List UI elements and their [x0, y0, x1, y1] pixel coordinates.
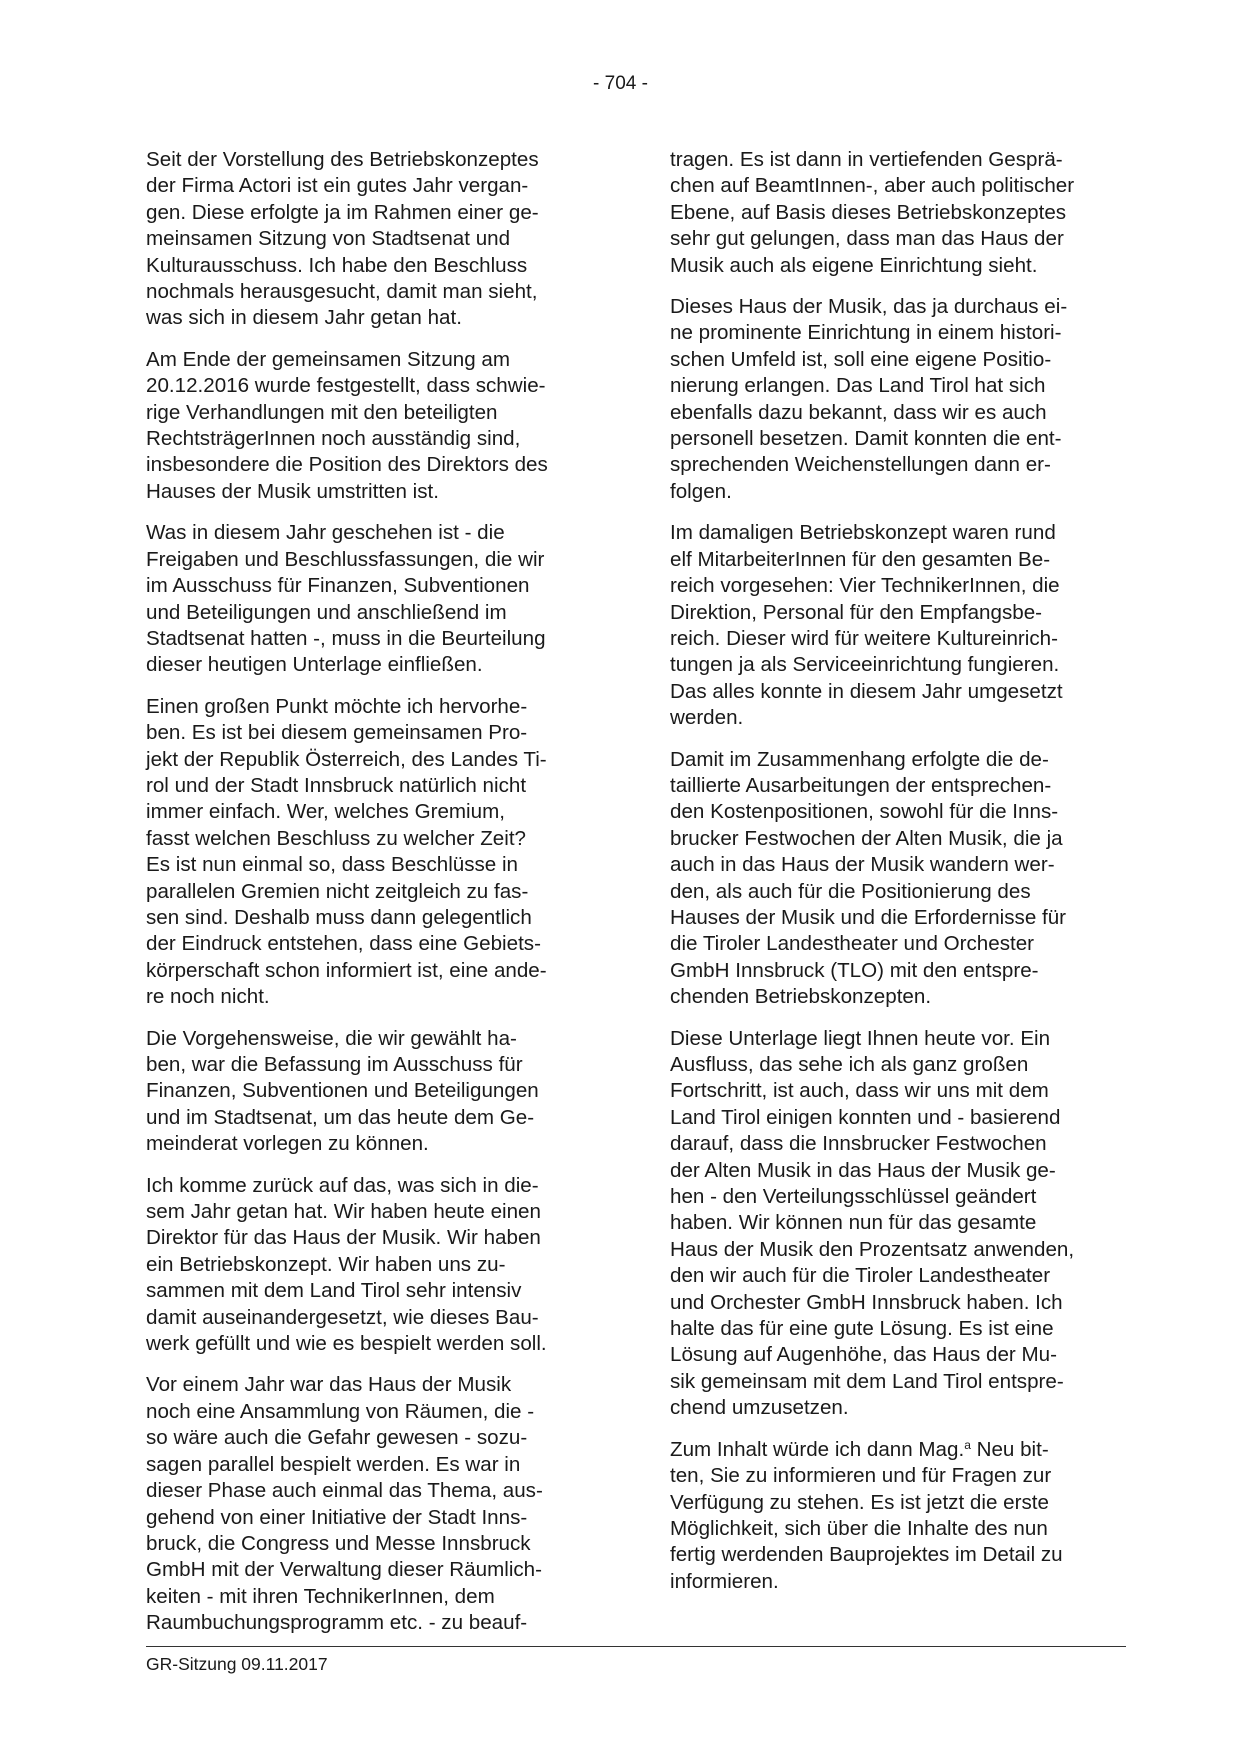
closing-line: ten, Sie zu informieren und für Fragen zur: [670, 1464, 1052, 1488]
text-line: und Beteiligungen und anschließend im: [146, 600, 507, 624]
text-line: sammen mit dem Land Tirol sehr intensiv: [146, 1279, 522, 1303]
text-line: Im damaligen Betriebskonzept waren rund: [670, 521, 1056, 545]
text-line: rige Verhandlungen mit den beteiligten: [146, 400, 498, 424]
text-line: reich vorgesehen: Vier TechnikerInnen, die: [670, 574, 1060, 598]
text-line: Dieses Haus der Musik, das ja durchaus ei-: [670, 295, 1068, 319]
text-line: sehr gut gelungen, dass man das Haus der: [670, 227, 1064, 251]
text-line: meinderat vorlegen zu können.: [146, 1132, 429, 1156]
text-line: den Kostenpositionen, sowohl für die Inns-: [670, 800, 1059, 824]
text-line: ben, war die Befassung im Ausschuss für: [146, 1053, 523, 1076]
text-line: nierung erlangen. Das Land Tirol hat sich: [670, 374, 1046, 398]
text-line: rol und der Stadt Innsbruck natürlich nicht: [146, 773, 527, 797]
text-line: fasst welchen Beschluss zu welcher Zeit?: [146, 826, 527, 850]
text-line: Am Ende der gemeinsamen Sitzung am: [146, 347, 511, 371]
paragraph: [670, 1026, 1128, 1422]
text-line: im Ausschuss für Finanzen, Subventionen: [146, 574, 530, 598]
text-line: sagen parallel bespielt werden. Es war in: [146, 1452, 521, 1476]
text-line: und im Stadtsenat, um das heute dem Ge-: [146, 1105, 535, 1129]
text-line: taillierte Ausarbeitungen der entsprechen-: [670, 773, 1052, 797]
text-line: Fortschritt, ist auch, dass wir uns mit dem: [670, 1079, 1049, 1103]
text-line: Vor einem Jahr war das Haus der Musik: [146, 1373, 512, 1397]
text-line: Haus der Musik den Prozentsatz anwenden,: [670, 1237, 1075, 1261]
closing-text-after: Neu bit-: [970, 1437, 1049, 1461]
text-line: was sich in diesem Jahr getan hat.: [146, 306, 462, 330]
paragraph: [146, 1026, 608, 1158]
paragraph: [146, 347, 608, 505]
text-line: darauf, dass die Innsbrucker Festwochen: [670, 1132, 1047, 1156]
text-line: parallelen Gremien nicht zeitgleich zu fas-: [146, 879, 529, 903]
text-line: Das alles konnte in diesem Jahr umgesetzt: [670, 679, 1063, 703]
text-line: hen - den Verteilungsschlüssel geändert: [670, 1185, 1037, 1209]
text-line: gehend von einer Initiative der Stadt Inns-: [146, 1505, 528, 1529]
text-line: chenden Betriebskonzepten.: [670, 985, 932, 1009]
text-line: sik gemeinsam mit dem Land Tirol entspre-: [670, 1369, 1064, 1393]
text-line: reich. Dieser wird für weitere Kultureinrich-: [670, 626, 1058, 650]
text-line: Ich komme zurück auf das, was sich in die-: [146, 1173, 539, 1197]
text-line: keiten - mit ihren TechnikerInnen, dem: [146, 1584, 495, 1608]
paragraph: [670, 520, 1128, 731]
text-line: Ausfluss, das sehe ich als ganz großen: [670, 1053, 1029, 1076]
text-line: personell besetzen. Damit konnten die ent-: [670, 427, 1062, 451]
closing-text-before: Zum Inhalt würde ich dann Mag.: [670, 1437, 965, 1461]
text-line: werden.: [670, 706, 744, 730]
text-line: Land Tirol einigen konnten und - basierend: [670, 1105, 1061, 1129]
text-line: brucker Festwochen der Alten Musik, die ja: [670, 826, 1063, 850]
text-line: RechtsträgerInnen noch ausständig sind,: [146, 427, 521, 451]
text-line: Direktor für das Haus der Musik. Wir haben: [146, 1226, 541, 1250]
text-line: die Tiroler Landestheater und Orchester: [670, 932, 1035, 956]
text-line: Finanzen, Subventionen und Beteiligungen: [146, 1079, 539, 1103]
footer-text: GR-Sitzung 09.11.2017: [146, 1654, 328, 1674]
left-column: [146, 147, 608, 1652]
text-line: und Orchester GmbH Innsbruck haben. Ich: [670, 1290, 1063, 1314]
text-line: Was in diesem Jahr geschehen ist - die: [146, 521, 505, 545]
closing-line: Verfügung zu stehen. Es ist jetzt die erste: [670, 1490, 1049, 1514]
text-line: Musik auch als eigene Einrichtung sieht.: [670, 253, 1038, 277]
text-line: ben. Es ist bei diesem gemeinsamen Pro-: [146, 721, 528, 745]
text-line: Ebene, auf Basis dieses Betriebskonzeptes: [670, 200, 1067, 224]
text-line: werk gefüllt und wie es bespielt werden soll.: [146, 1332, 547, 1356]
text-line: noch eine Ansammlung von Räumen, die -: [146, 1399, 535, 1423]
footer-divider: [146, 1646, 1126, 1647]
paragraph: [146, 147, 608, 332]
paragraph: [670, 147, 1128, 279]
paragraph: [146, 520, 608, 678]
closing-line: fertig werdenden Bauprojektes im Detail zu: [670, 1543, 1063, 1567]
text-line: dieser Phase auch einmal das Thema, aus-: [146, 1479, 543, 1503]
text-line: chend umzusetzen.: [670, 1396, 849, 1420]
text-line: Seit der Vorstellung des Betriebskonzeptes: [146, 148, 539, 171]
text-line: schen Umfeld ist, soll eine eigene Positio-: [670, 347, 1052, 371]
text-line: GmbH Innsbruck (TLO) mit den entspre-: [670, 958, 1039, 982]
text-line: Hauses der Musik und die Erfordernisse für: [670, 905, 1067, 929]
text-line: Raumbuchungsprogramm etc. - zu beauf-: [146, 1611, 528, 1635]
text-line: folgen.: [670, 479, 732, 503]
paragraph: [670, 294, 1128, 505]
text-line: Kulturausschuss. Ich habe den Beschluss: [146, 253, 528, 277]
text-line: insbesondere die Position des Direktors des: [146, 453, 548, 477]
text-line: 20.12.2016 wurde festgestellt, dass schwie-: [146, 374, 546, 398]
text-line: der Firma Actori ist ein gutes Jahr vergan-: [146, 174, 529, 198]
text-line: Direktion, Personal für den Empfangsbe-: [670, 600, 1043, 624]
text-line: Diese Unterlage liegt Ihnen heute vor. Ein: [670, 1026, 1051, 1050]
text-line: Lösung auf Augenhöhe, das Haus der Mu-: [670, 1343, 1057, 1367]
text-line: Die Vorgehensweise, die wir gewählt ha-: [146, 1026, 517, 1050]
text-line: meinsamen Sitzung von Stadtsenat und: [146, 227, 511, 251]
right-column: [670, 147, 1128, 1610]
closing-line: Möglichkeit, sich über die Inhalte des nun: [670, 1516, 1048, 1540]
paragraph: [670, 747, 1128, 1011]
text-line: dieser heutigen Unterlage einfließen.: [146, 653, 483, 677]
text-line: tragen. Es ist dann in vertiefenden Gesprä-: [670, 148, 1063, 171]
closing-line-1: [670, 1437, 1128, 1463]
text-line: halte das für eine gute Lösung. Es ist eine: [670, 1317, 1054, 1341]
text-line: sem Jahr getan hat. Wir haben heute einen: [146, 1200, 541, 1224]
text-line: ebenfalls dazu bekannt, dass wir es auch: [670, 400, 1047, 424]
text-line: Damit im Zusammenhang erfolgte die de-: [670, 747, 1049, 771]
text-line: tungen ja als Serviceeinrichtung fungieren.: [670, 653, 1060, 677]
text-line: Hauses der Musik umstritten ist.: [146, 479, 439, 503]
page-number: - 704 -: [593, 73, 648, 94]
superscript-a: a: [964, 1437, 971, 1452]
text-line: immer einfach. Wer, welches Gremium,: [146, 800, 505, 824]
text-line: jekt der Republik Österreich, des Landes Ti-: [146, 747, 547, 771]
text-line: auch in das Haus der Musik wandern wer-: [670, 853, 1055, 877]
text-line: Einen großen Punkt möchte ich hervorhe-: [146, 694, 528, 718]
text-line: Es ist nun einmal so, dass Beschlüsse in: [146, 853, 519, 877]
text-line: bruck, die Congress und Messe Innsbruck: [146, 1531, 531, 1555]
text-line: körperschaft schon informiert ist, eine ande-: [146, 958, 547, 982]
text-line: der Eindruck entstehen, dass eine Gebiets-: [146, 932, 541, 956]
paragraph: [146, 694, 608, 1011]
text-line: ne prominente Einrichtung in einem histori-: [670, 321, 1062, 345]
text-line: Stadtsenat hatten -, muss in die Beurteilung: [146, 626, 546, 650]
text-line: haben. Wir können nun für das gesamte: [670, 1211, 1037, 1235]
text-line: re noch nicht.: [146, 985, 270, 1009]
right-paragraphs: [670, 147, 1128, 1422]
text-line: der Alten Musik in das Haus der Musik ge-: [670, 1158, 1056, 1182]
text-line: GmbH mit der Verwaltung dieser Räumlich-: [146, 1558, 542, 1582]
closing-line: informieren.: [670, 1569, 779, 1593]
text-line: elf MitarbeiterInnen für den gesamten Be-: [670, 547, 1051, 571]
text-line: sprechenden Weichenstellungen dann er-: [670, 453, 1051, 477]
text-line: ein Betriebskonzept. Wir haben uns zu-: [146, 1252, 506, 1276]
paragraph: [146, 1173, 608, 1358]
text-line: so wäre auch die Gefahr gewesen - sozu-: [146, 1426, 528, 1450]
text-line: Freigaben und Beschlussfassungen, die wir: [146, 547, 545, 571]
text-line: damit auseinandergesetzt, wie dieses Bau-: [146, 1305, 539, 1329]
text-line: gen. Diese erfolgte ja im Rahmen einer ge-: [146, 200, 539, 224]
paragraph: [146, 1372, 608, 1636]
text-line: chen auf BeamtInnen-, aber auch politischer: [670, 174, 1075, 198]
text-line: nochmals herausgesucht, damit man sieht,: [146, 280, 538, 304]
closing-paragraph: [670, 1437, 1128, 1595]
text-line: sen sind. Deshalb muss dann gelegentlich: [146, 905, 532, 929]
text-line: den wir auch für die Tiroler Landestheater: [670, 1264, 1051, 1288]
text-line: den, als auch für die Positionierung des: [670, 879, 1031, 903]
